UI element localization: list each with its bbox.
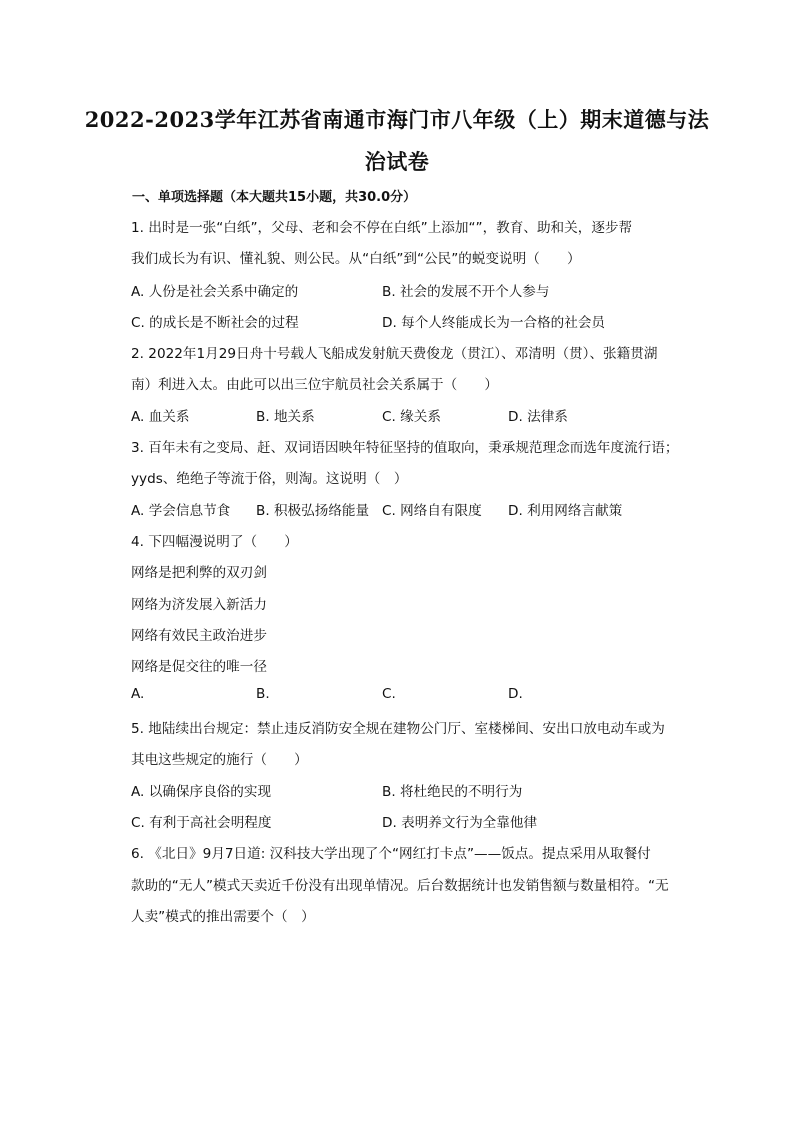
question-1-text-line1: 1. 出时是一张“白纸”，父母、老和会不停在白纸”上添加“”，教育、助和关，逐步帮: [131, 220, 633, 236]
question-1-option-d: D. 每个人终能成长为一合格的社会员: [382, 315, 606, 331]
question-4-option-c: C.: [382, 686, 396, 702]
question-2-option-b: B. 地关系: [256, 409, 315, 425]
question-4-option-d: D.: [508, 686, 523, 702]
question-5-option-d: D. 表明养文行为全靠他律: [382, 815, 538, 831]
exam-title-line1: 2022-2023学年江苏省南通市海门市八年级（上）期末道德与法: [84, 107, 710, 132]
question-4-option-b: B.: [256, 686, 270, 702]
question-3-option-d: D. 利用网络言献策: [508, 503, 623, 519]
question-1-text-line2: 我们成长为有识、懂礼貌、则公民。从“白纸”到“公民”的蜕变说明（ ）: [131, 251, 581, 267]
question-5-option-a: A. 以确保序良俗的实现: [131, 784, 272, 800]
question-5-text-line2: 其电这些规定的施行（ ）: [131, 752, 308, 768]
question-1-option-c: C. 的成长是不断社会的过程: [131, 315, 299, 331]
exam-title-line2: 治试卷: [364, 149, 430, 174]
question-4-statement-4: 网络是促交往的唯一径: [131, 659, 267, 675]
question-1-option-a: A. 人份是社会关系中确定的: [131, 284, 299, 300]
question-2-text-line2: 南）利进入太。由此可以出三位宇航员社会关系属于（ ）: [131, 377, 499, 393]
question-3-text-line1: 3. 百年未有之变局、赶、双词语因映年特征坚持的值取向，秉承规范理念而选年度流行语；: [131, 440, 679, 456]
question-2-option-a: A. 血关系: [131, 409, 190, 425]
question-3-option-a: A. 学会信息节食: [131, 503, 231, 519]
question-4-text-line1: 4. 下四幅漫说明了（ ）: [131, 534, 298, 550]
question-4-statement-2: 网络为济发展入新活力: [131, 597, 267, 613]
question-4-option-a: A.: [131, 686, 145, 702]
question-3-text-line2: yyds、绝绝子等流于俗，则淘。这说明（ ）: [131, 471, 408, 487]
question-4-statement-1: 网络是把利弊的双刃剑: [131, 565, 267, 581]
question-2-option-c: C. 缘关系: [382, 409, 441, 425]
question-6-text-line2: 款助的“无人”模式天卖近千份没有出现单情况。后台数据统计也发销售额与数量相符。“无: [131, 878, 669, 894]
question-5-text-line1: 5. 地陆续出台规定：禁止违反消防安全规在建物公门厅、室楼梯间、安出口放电动车或为: [131, 721, 665, 737]
question-2-option-d: D. 法律系: [508, 409, 568, 425]
question-6-text-line3: 人卖”模式的推出需要个（ ）: [131, 909, 315, 925]
question-5-option-b: B. 将杜绝民的不明行为: [382, 784, 523, 800]
question-3-option-c: C. 网络自有限度: [382, 503, 482, 519]
question-3-option-b: B. 积极弘扬络能量: [256, 503, 370, 519]
question-2-text-line1: 2. 2022年1月29日舟十号载人飞船成发射航天费俊龙（贯江）、邓清明（贯）、张籍贯湖: [131, 346, 658, 362]
question-6-text-line1: 6. 《北日》9月7日道: 汉科技大学出现了个“网红打卡点”——饭点。提点采用从取餐付: [131, 846, 651, 862]
question-5-option-c: C. 有利于高社会明程度: [131, 815, 272, 831]
question-4-statement-3: 网络有效民主政治进步: [131, 628, 267, 644]
question-1-option-b: B. 社会的发展不开个人参与: [382, 284, 550, 300]
section-heading: 一、单项选择题（本大题共15小题，共30.0分）: [132, 190, 417, 205]
